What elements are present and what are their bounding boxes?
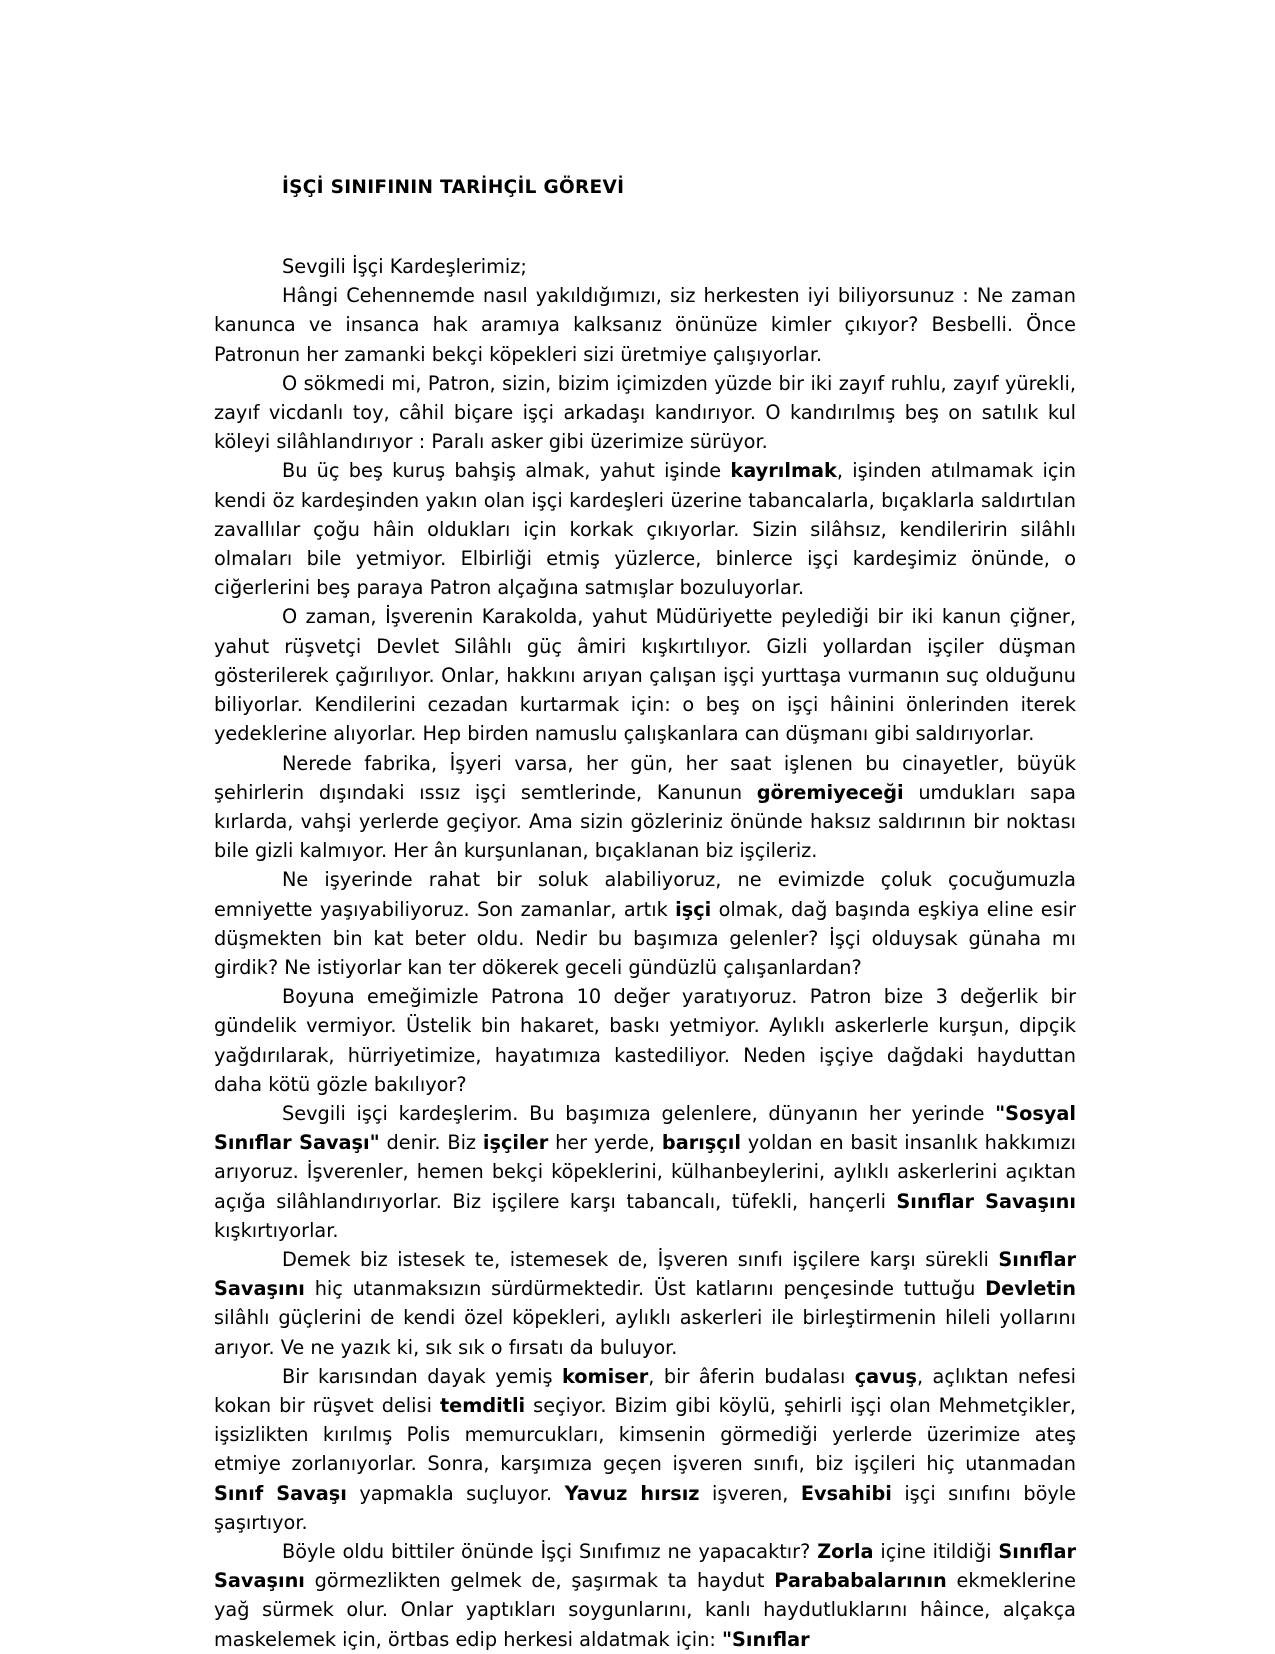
emphasis-text: göremiyeceği [756, 780, 904, 804]
body-text: Bu üç beş kuruş bahşiş almak, yahut işinde [282, 459, 731, 483]
paragraph [214, 1245, 1076, 1362]
page-title: İŞÇİ SINIFININ TARİHÇİL GÖREVİ [282, 177, 625, 198]
paragraph [214, 865, 1076, 982]
document-body [214, 176, 1076, 1654]
body-text: O sökmedi mi, Patron, sizin, bizim içimizden yüzde bir iki zayıf ruhlu, zayıf yürekli, zayıf vicdanlı toy, câhil biçare işçi arkadaşı kandırıyor. O kandırılmış beş on satılık kul köleyi silâhlandırıyor : Paralı asker gibi üzerimize sürüyor. [214, 371, 1076, 454]
emphasis-text: Evsahibi [800, 1481, 892, 1505]
paragraph-container [214, 252, 1076, 1654]
paragraph [214, 252, 1076, 281]
body-text: Demek biz istesek te, istemesek de, İşveren sınıfı işçilere karşı sürekli [282, 1247, 999, 1271]
body-text: kışkırtıyorlar. [214, 1218, 339, 1242]
emphasis-text: kayrılmak [730, 459, 837, 483]
body-text: , işinden atılmamak için kendi öz kardeşinden yakın olan işçi kardeşleri üzerine tabancalarla, bıçaklarla saldırtılan zavallılar çoğu hâin oldukları için korkak çıkıyorlar. Sizin silâhsız, kendileririn silâhlı olmaları bile yetmiyor. Elbirliği etmiş yüzlerce, binlerce işçi kardeşimiz önünde, o ciğerlerini beş paraya Patron alçağına satmışlar bozuluyorlar. [214, 459, 1077, 600]
body-text: Sevgili işçi kardeşlerim. Bu başımıza gelenlere, dünyanın her yerinde [282, 1101, 996, 1125]
body-text: Bir karısından dayak yemiş [282, 1364, 562, 1388]
emphasis-text: Sınıflar Savaşını [214, 1539, 1076, 1593]
body-text: görmezlikten gelmek de, şaşırmak ta haydut [304, 1569, 775, 1593]
body-text: işçi sınıfını böyle şaşırtıyor. [214, 1481, 1076, 1534]
emphasis-text: çavuş [854, 1364, 917, 1388]
paragraph [214, 982, 1076, 1099]
paragraph [214, 369, 1076, 457]
body-text: Nerede fabrika, İşyeri varsa, her gün, her saat işlenen bu cinayetler, büyük şehirlerin dışındaki ıssız işçi semtlerinde, Kanunun [214, 751, 1076, 804]
emphasis-text: Sınıf Savaşı [214, 1481, 347, 1505]
emphasis-text: komiser [561, 1364, 649, 1388]
body-text: Ne işyerinde rahat bir soluk alabiliyoruz, ne evimizde çoluk çocuğumuzla emniyette yaşıyabiliyoruz. Son zamanlar, artık [214, 868, 1076, 921]
body-text: olmak, dağ başında eşkiya eline esir düşmekten bin kat beter oldu. Nedir bu başımıza gelenler? İşçi olduysak günaha mı girdik? Ne istiyorlar kan ter dökerek geceli gündüzlü çalışanlardan? [214, 897, 1076, 979]
body-text: silâhlı güçlerini de kendi özel köpekleri, aylıklı askerleri ile birleştirmenin hileli yollarını arıyor. Ve ne yazık ki, sık sık o fırsatı da buluyor. [214, 1306, 1076, 1359]
emphasis-text: Parababalarının [774, 1569, 947, 1593]
emphasis-text: barışçıl [661, 1131, 741, 1155]
body-text: ekmeklerine yağ sürmek olur. Onlar yaptıkları soygunlarını, kanlı haydutluklarını hâince, alçakça maskelemek için, örtbas edip herkesi aldatmak için: [214, 1569, 1076, 1651]
paragraph [214, 1537, 1076, 1654]
title-spacer [214, 200, 1076, 252]
body-text: umdukları sapa kırlarda, vahşi yerlerde geçiyor. Ama sizin gözleriniz önünde haksız saldırının bir noktası bile gizli kalmıyor. Her ân kurşunlanan, bıçaklanan biz işçileriz. [214, 780, 1076, 863]
body-text: Sevgili İşçi Kardeşlerimiz; [282, 255, 527, 279]
emphasis-text: Sınıflar Savaşını [214, 1247, 1076, 1301]
emphasis-text: Zorla [817, 1539, 874, 1563]
paragraph [214, 602, 1076, 748]
body-text: seçiyor. Bizim gibi köylü, şehirli işçi olan Mehmetçikler, işsizlikten kırılmış Polis memurcukları, kimsenin görmediği yerlerde üzerimize ateş etmiye zorlanıyorlar. Sonra, karşımıza geçen işveren sınıfı, biz işçileri hiç utanmadan [214, 1393, 1076, 1476]
body-text: Boyuna emeğimizle Patrona 10 değer yaratıyoruz. Patron bize 3 değerlik bir gündelik vermiyor. Üstelik bin hakaret, baskı yetmiyor. Aylıklı askerlerle kurşun, dipçik yağdırılarak, hürriyetimize, hayatımıza kastediliyor. Neden işçiye dağdaki hayduttan daha kötü gözle bakılıyor? [214, 985, 1076, 1096]
paragraph [214, 1362, 1076, 1537]
body-text: yapmakla suçluyor. [346, 1481, 565, 1505]
emphasis-text: "Sınıflar [722, 1627, 810, 1651]
body-text: Hângi Cehennemde nasıl yakıldığımızı, siz herkesten iyi biliyorsunuz : Ne zaman kanunca ve insanca hak aramıya kalksanız önünüze kimler çıkıyor? Besbelli. Önce Patronun her zamanki bekçi köpekleri sizi üretmiye çalışıyorlar. [214, 284, 1076, 366]
emphasis-text: işçiler [482, 1131, 549, 1155]
emphasis-text: temditli [439, 1393, 526, 1417]
body-text: , bir âferin budalası [648, 1364, 855, 1388]
body-text: , açlıktan nefesi kokan bir rüşvet delisi [214, 1364, 1076, 1417]
emphasis-text: Yavuz hırsız [564, 1481, 700, 1505]
paragraph [214, 281, 1076, 369]
paragraph [214, 456, 1076, 602]
emphasis-text: Devletin [985, 1277, 1076, 1301]
body-text: yoldan en basit insanlık hakkımızı arıyoruz. İşverenler, hemen bekçi köpeklerini, külhanbeylerini, aylıklı askerlerini açıktan açığa silâhlandırıyorlar. Biz işçilere karşı tabancalı, tüfekli, hançerli [214, 1131, 1077, 1213]
emphasis-text: "Sosyal Sınıflar Savaşı" [214, 1101, 1076, 1155]
body-text: O zaman, İşverenin Karakolda, yahut Müdüriyette peylediği bir iki kanun çiğner, yahut rüşvetçi Devlet Silâhlı güç âmiri kışkırtılıyor. Gizli yollardan işçiler düşman gösterilerek çağırılıyor. Onlar, hakkını arıyan çalışan işçi yurttaşa vurmanın suç olduğunu biliyorlar. Kendilerini cezadan kurtarmak için: o beş on işçi hâinini önlerinden iterek yedeklerine alıyorlar. Hep birden namuslu çalışkanlara can düşmanı gibi saldırıyorlar. [214, 605, 1076, 746]
body-text: içine itildiği [873, 1539, 999, 1563]
paragraph [214, 749, 1076, 866]
paragraph [214, 1099, 1076, 1245]
body-text: Böyle oldu bittiler önünde İşçi Sınıfımız ne yapacaktır? [282, 1539, 818, 1563]
body-text: hiç utanmaksızın sürdürmektedir. Üst katlarını pençesinde tuttuğu [304, 1277, 986, 1301]
emphasis-text: Sınıflar Savaşını [896, 1189, 1076, 1213]
body-text: denir. Biz [379, 1131, 483, 1155]
body-text: işveren, [699, 1481, 801, 1505]
body-text: her yerde, [548, 1131, 662, 1155]
emphasis-text: işçi [675, 897, 712, 921]
